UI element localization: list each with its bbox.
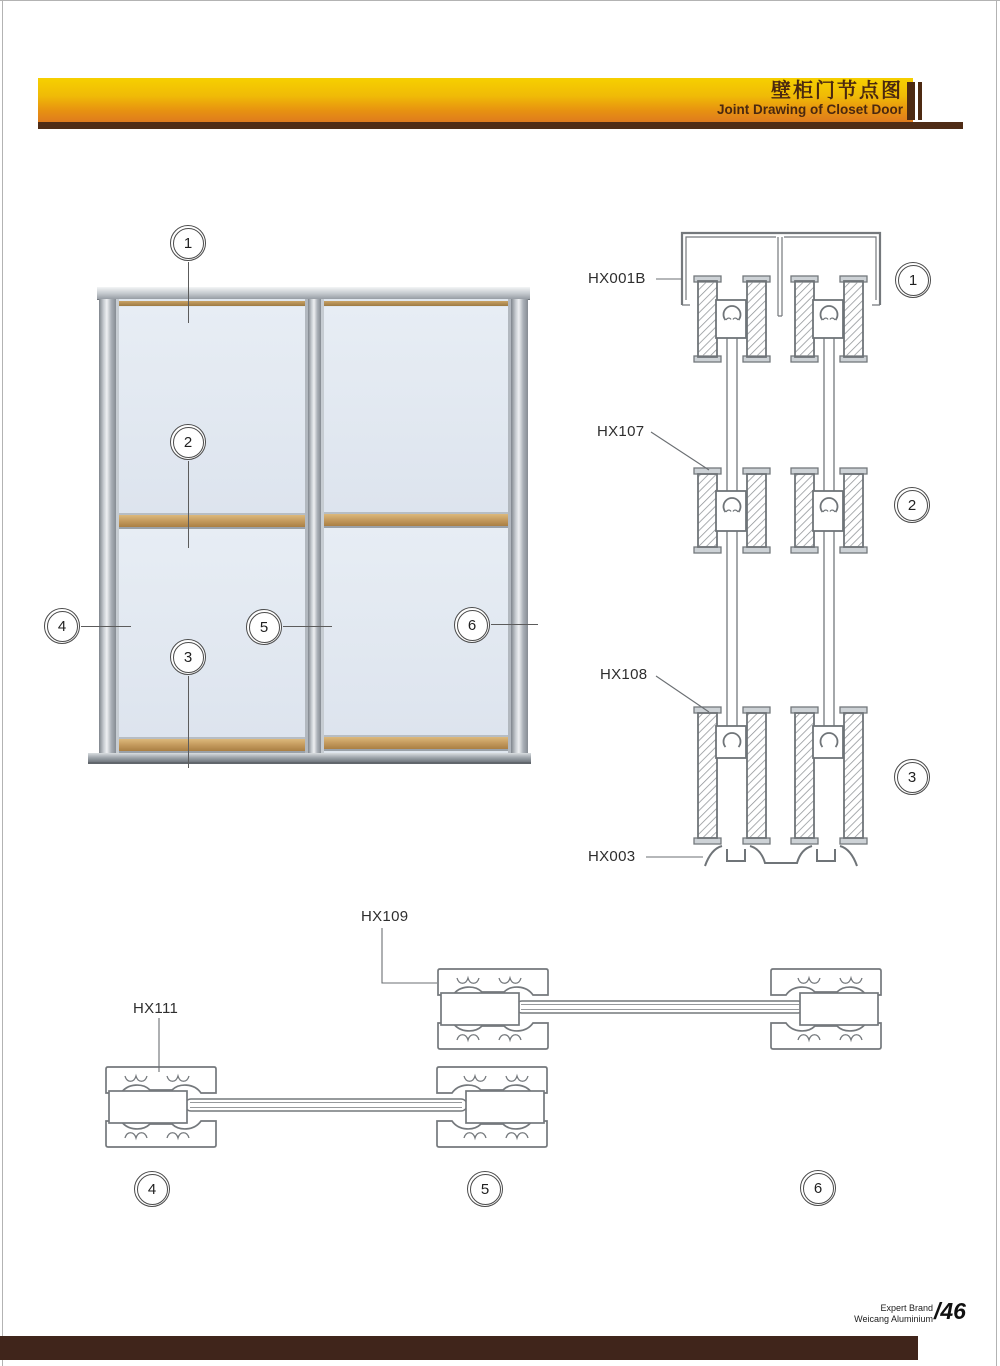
- callout-number: 3: [183, 648, 193, 666]
- frame-stile-right: [511, 299, 528, 757]
- page-border-left: [2, 0, 3, 1366]
- callout-number: 2: [907, 496, 917, 514]
- header-banner: [38, 78, 913, 122]
- bottom-callout-circle-6: [800, 1170, 836, 1206]
- callout-number: 5: [480, 1180, 490, 1198]
- callout-number: 6: [813, 1179, 823, 1197]
- frame-stile-middle: [308, 299, 321, 757]
- door-mid-rail: [324, 512, 508, 528]
- door-upper-panel: [119, 307, 305, 513]
- callout-circle-3: [170, 639, 206, 675]
- callout-number: 2: [183, 433, 193, 451]
- door-mid-rail: [119, 513, 305, 529]
- horizontal-section-drawing: [80, 900, 910, 1200]
- header-underline: [38, 122, 963, 129]
- door-upper-panel: [324, 307, 508, 512]
- leader-line-2: [188, 461, 189, 548]
- header-accent-bar: [907, 82, 915, 120]
- horizontal-label-leaders: [159, 928, 437, 1072]
- leader-line-4: [81, 626, 131, 627]
- section-callout-circle-1: [895, 262, 931, 298]
- brand-block: [854, 1303, 933, 1324]
- callout-number: 3: [907, 768, 917, 786]
- bottom-callout-circle-4: [134, 1171, 170, 1207]
- leader-line-6: [491, 624, 538, 625]
- callout-number: 1: [908, 271, 918, 289]
- bottom-callout-circle-5: [467, 1171, 503, 1207]
- profile-label-hx001b: HX001B: [588, 270, 646, 287]
- profile-label-hx107: HX107: [597, 423, 645, 440]
- section-callout-circle-2: [894, 487, 930, 523]
- sliding-door-left: [116, 299, 308, 753]
- callout-number: 1: [183, 234, 193, 252]
- page-border-right: [996, 0, 997, 1366]
- door-top-strip: [119, 301, 305, 306]
- callout-number: 4: [57, 617, 67, 635]
- callout-number: 5: [259, 618, 269, 636]
- callout-circle-5: [246, 609, 282, 645]
- profile-label-hx108: HX108: [600, 666, 648, 683]
- page-title: 壁柜门节点图: [771, 80, 903, 102]
- callout-circle-1: [170, 225, 206, 261]
- leader-line-5: [283, 626, 332, 627]
- door-top-strip: [324, 301, 508, 306]
- leader-line-3: [188, 676, 189, 768]
- door-section-rear: [791, 276, 867, 844]
- brand-line-2: Weicang Aluminium: [854, 1313, 933, 1324]
- footer-bar: [0, 1336, 918, 1360]
- closet-bottom-track: [88, 753, 531, 764]
- callout-circle-2: [170, 424, 206, 460]
- header-titles: [717, 80, 903, 117]
- door-bottom-rail: [324, 735, 508, 751]
- profile-label-hx003: HX003: [588, 848, 636, 865]
- header-accent-bar: [918, 82, 922, 120]
- callout-circle-4: [44, 608, 80, 644]
- profile-label-hx109: HX109: [361, 908, 409, 925]
- frame-stile-left: [99, 299, 116, 757]
- page-subtitle: Joint Drawing of Closet Door: [716, 102, 903, 117]
- callout-number: 4: [147, 1180, 157, 1198]
- page-border-top: [0, 0, 1000, 1]
- page-number: /46: [934, 1298, 966, 1324]
- door-section-front: [694, 276, 770, 844]
- callout-number: 6: [467, 616, 477, 634]
- brand-line-1: Expert Brand: [880, 1303, 933, 1313]
- callout-circle-6: [454, 607, 490, 643]
- sliding-door-right: [321, 299, 511, 753]
- profile-label-hx111: HX111: [133, 1000, 179, 1017]
- door-bottom-rail: [119, 737, 305, 753]
- leader-line-1: [188, 262, 189, 323]
- bottom-track-hx003: [705, 846, 857, 866]
- section-callout-circle-3: [894, 759, 930, 795]
